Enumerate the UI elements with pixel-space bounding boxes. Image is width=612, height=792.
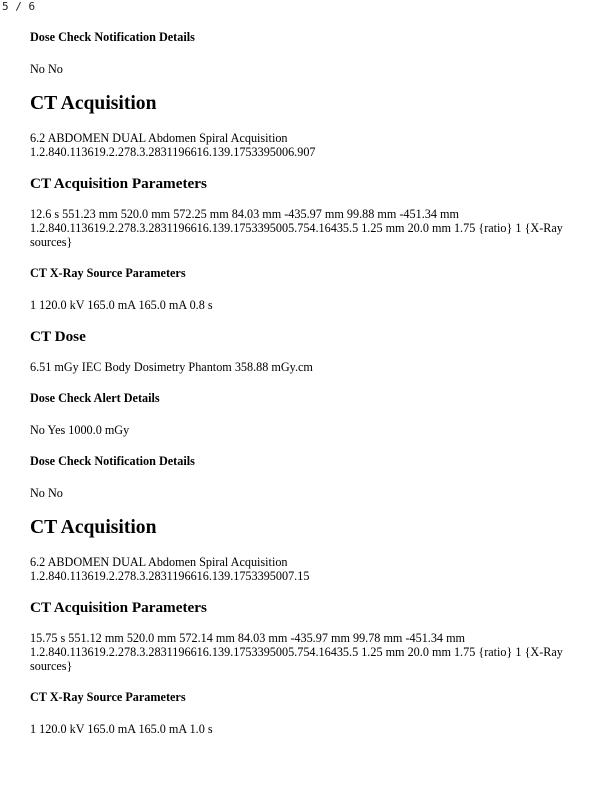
section-text-ct-acquisition-line2: 1.2.840.113619.2.278.3.2831196616.139.1753395006.907 (30, 145, 316, 159)
section-text-ct-dose: 6.51 mGy IEC Body Dosimetry Phantom 358.88 mGy.cm (30, 360, 313, 374)
section-text-dose-notification: No No (30, 62, 63, 76)
section-text-dose-notification-2: No No (30, 486, 63, 500)
section-heading-xray-source-parameters: CT X-Ray Source Parameters (30, 266, 186, 280)
section-text-ct-acquisition-2-line2: 1.2.840.113619.2.278.3.2831196616.139.1753395007.15 (30, 569, 310, 583)
section-text-ct-acquisition-parameters-2: 15.75 s 551.12 mm 520.0 mm 572.14 mm 84.03 mm -435.97 mm 99.78 mm -451.34 mm 1.2.840.113619.2.278.3.2831196616.139.1753395005.754.16435.5 1.25 mm 20.0 mm 1.75 {ratio} 1 {X-Ray sources} (30, 631, 563, 673)
section-heading-ct-acquisition: CT Acquisition (30, 93, 157, 114)
section-text-ct-acquisition-parameters: 12.6 s 551.23 mm 520.0 mm 572.25 mm 84.03 mm -435.97 mm 99.88 mm -451.34 mm 1.2.840.113619.2.278.3.2831196616.139.1753395005.754.16435.5 1.25 mm 20.0 mm 1.75 {ratio} 1 {X-Ray sources} (30, 207, 563, 249)
section-text-ct-acquisition-line1: 6.2 ABDOMEN DUAL Abdomen Spiral Acquisition (30, 131, 288, 145)
section-heading-dose-notification-2: Dose Check Notification Details (30, 454, 195, 468)
section-heading-ct-acquisition-2: CT Acquisition (30, 517, 157, 538)
page-number: 5 / 6 (2, 0, 36, 13)
section-heading-ct-dose: CT Dose (30, 328, 86, 345)
section-heading-ct-acquisition-parameters: CT Acquisition Parameters (30, 175, 207, 192)
section-text-dose-alert: No Yes 1000.0 mGy (30, 423, 130, 437)
section-text-xray-source-parameters: 1 120.0 kV 165.0 mA 165.0 mA 0.8 s (30, 298, 213, 312)
section-text-ct-acquisition-2-line1: 6.2 ABDOMEN DUAL Abdomen Spiral Acquisition (30, 555, 288, 569)
section-text-xray-source-parameters-2: 1 120.0 kV 165.0 mA 165.0 mA 1.0 s (30, 722, 213, 736)
section-heading-dose-notification: Dose Check Notification Details (30, 30, 195, 44)
section-heading-xray-source-parameters-2: CT X-Ray Source Parameters (30, 690, 186, 704)
section-heading-ct-acquisition-parameters-2: CT Acquisition Parameters (30, 599, 207, 616)
section-heading-dose-alert: Dose Check Alert Details (30, 391, 160, 405)
